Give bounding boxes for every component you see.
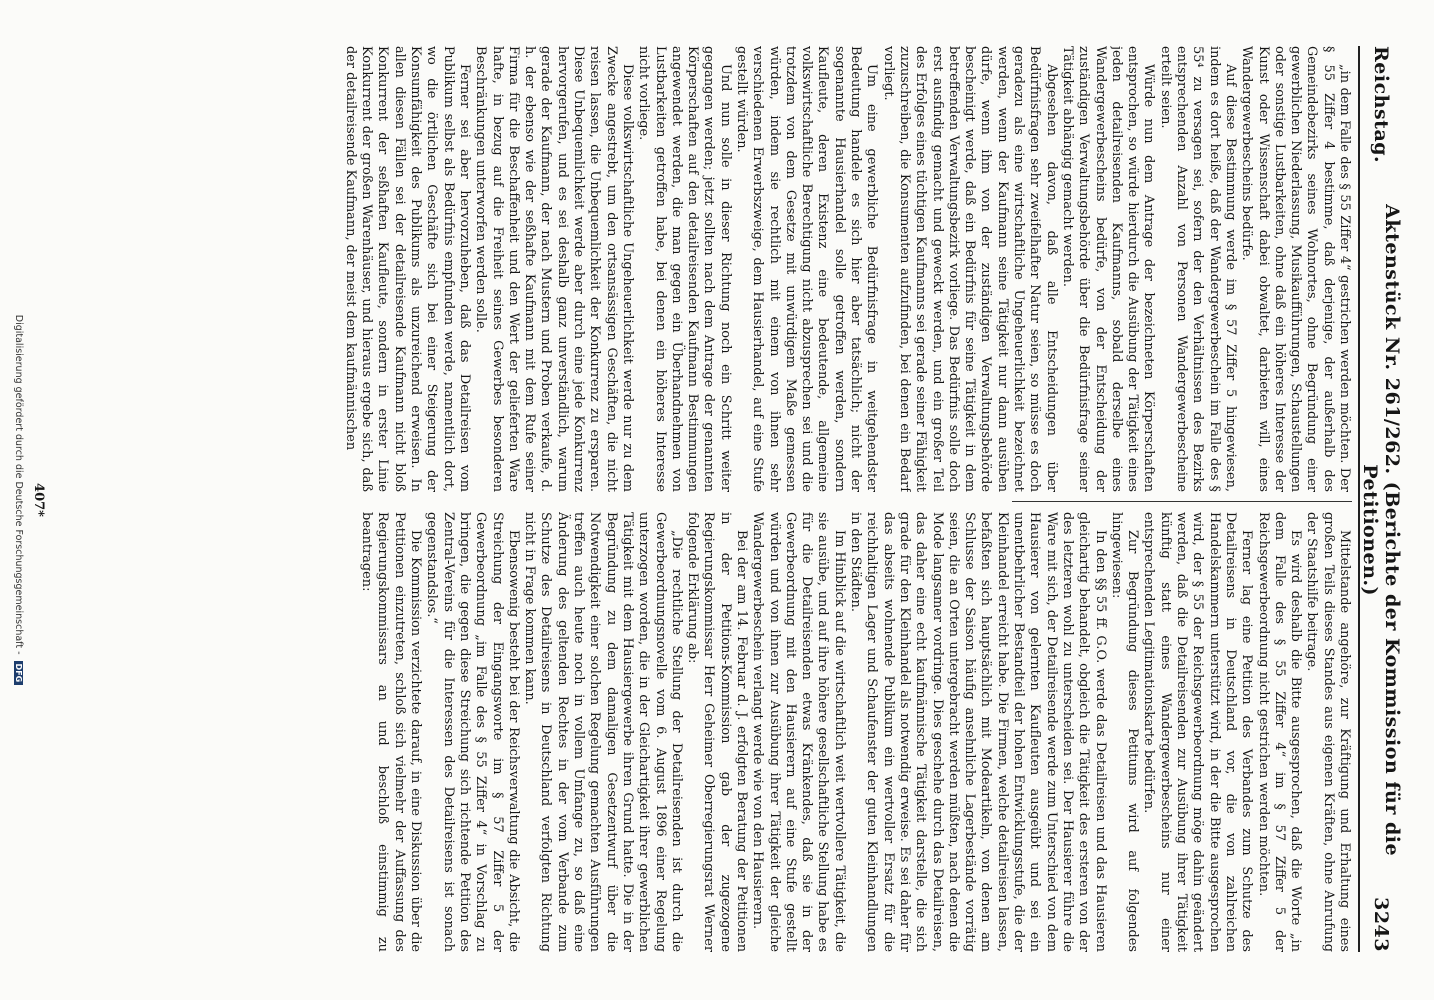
- footer-page-number: 407*: [31, 483, 46, 517]
- paragraph: Abgesehen davon, daß alle Entscheidungen über Bedürfnisfragen sehr zweifelhafter Natur seien, so müsse es doch geradezu als eine wirtschaftliche Ungeheuerlichkeit bezeichnet werden, wenn der Kaufmann seine Tätigkeit nur dann ausüben dürfe, wenn ihm von der zuständigen Verwaltungsbehörde bescheinigt werde, daß ein Bedürfnis für seine Tätigkeit in dem betreffenden Verwaltungsbezirk vorliege. Das Bedürfnis solle doch erst ausfindig gemacht und geweckt werden, und ein großer Teil des Erfolges eines tüchtigen Kaufmanns sei gerade seiner Fähigkeit zuzuschreiben, die Konsumenten aufzufinden, bei denen ein Bedarf vorliegt.: [880, 46, 1059, 492]
- header-reichstag: Reichstag.: [1370, 46, 1392, 164]
- paragraph: Ferner sei aber hervorzuheben, daß das Detailreisen vom Publikum selbst als Bedürfnis empfunden werde, namentlich dort, wo die örtlichen Geschäfte sich bei einer Steigerung der Konsumfähigkeit des Publikums als unzureichend erweisen. In allen diesen Fällen sei der detailreisende Kaufmann nicht bloß Konkurrent der seßhaften Kaufleute, sondern in erster Linie Konkurrent der großen Warenhäuser, und hieraus ergebe sich, daß der detailreisende Kaufmann, der meist dem kaufmännischen: [342, 46, 472, 492]
- paragraph: Die Kommission verzichtete darauf, in eine Diskussion über die Petitionen einzutreten, schloß sich vielmehr der Auffassung des Regierungskommissars an und beschloß einstimmig zu beantragen:: [359, 512, 424, 952]
- header-title: Aktenstück Nr. 261/262. (Berichte der Kommission für die Petitionen.): [1359, 204, 1403, 857]
- paragraph: Es wird deshalb die Bitte ausgesprochen, daß die Worte „in dem Falle des § 55 Ziffer 4“ im § 57 Ziffer 5 der Reichsgewerbeordnung nicht gestrichen werden möchten.: [1255, 512, 1304, 952]
- header-rule: [1358, 46, 1360, 952]
- header-page-number: 3243: [1370, 897, 1392, 952]
- paragraph: Zur Begründung dieses Petitums wird auf folgendes hingewiesen:: [1108, 512, 1141, 952]
- paragraph: „in dem Falle des § 55 Ziffer 4“ gestrichen werden möchten. Der § 55 Ziffer 4 bestimme, daß derjenige, der außerhalb des Gemeindebezirks seines Wohnortes, ohne Begründung einer gewerblichen Niederlassung, Musikaufführungen, Schaustellungen oder sonstige Lustbarkeiten, ohne daß ein höheres Interesse der Kunst oder Wissenschaft dabei obwaltet, darbieten will, eines Wandergewerbescheins bedürfe.: [1239, 46, 1352, 492]
- paragraph: Um eine gewerbliche Bedürfnisfrage in weitgehendster Bedeutung handele es sich hier aber tatsächlich; nicht der sogenannte Hausierhandel solle getroffen werden, sondern Kaufleute, deren Existenz eine bedeutende, allgemeine volkswirtschaftliche Berechtigung nicht abzusprechen sei und die trotzdem von dem Gesetze mit unwürdigem Maße gemessen würden, indem sie rechtlich mit einem von ihnen sehr verschiedenen Erwerbszweige, dem Hausierhandel, auf eine Stufe gestellt würden.: [734, 46, 880, 492]
- paragraph: Würde nun dem Antrage der bezeichneten Körperschaften entsprochen, so würde hierdurch die Ausübung der Tätigkeit eines jeden detailreisenden Kaufmanns, sobald derselbe eines Wandergewerbescheins bedürfe, von der Entscheidung der zuständigen Verwaltungsbehörde über die Bedürfnisfrage seiner Tätigkeit abhängig gemacht werden.: [1059, 46, 1157, 492]
- digitization-credit: [13, 0, 24, 1000]
- paragraph: Bei der am 14. Februar d. J. erfolgten Beratung der Petitionen in der Petitions-Kommission gab der zugezogene Regierungskommissar Herr Geheimer Oberregierungsrat Werner folgende Erklärung ab:: [685, 512, 750, 952]
- paragraph: Ferner lag eine Petition des Verbandes zum Schutze des Detailreisens in Deutschland vor, die von zahlreichen Handelskammern unterstützt wird, in der die Bitte ausgesprochen wird, der § 55 der Reichsgewerbeordnung möge dahin geändert werden, daß die Detailreisenden zur Ausübung ihrer Tätigkeit künftig statt eines Wandergewerbescheins nur einer entsprechenden Legitimationskarte bedürfen.: [1141, 512, 1255, 952]
- page-header: [1359, 46, 1403, 952]
- paragraph: „Die rechtliche Stellung der Detailreisenden ist durch die Gewerbeordnungsnovelle vom 6. August 1896 einer Regelung unterzogen worden, die in der Gleichartigkeit ihrer gewerblichen Tätigkeit mit dem Hausiergewerbe ihren Grund hatte. Die in der Begründung zu dem damaligen Gesetzentwurf über die Notwendigkeit einer solchen Regelung gemachten Ausführungen treffen auch heute noch in vollem Umfange zu, so daß eine Änderung des geltenden Rechtes in der vom Verbande zum Schutze des Detailreisens in Deutschland verfolgten Richtung nicht in Frage kommen kann.: [522, 512, 684, 952]
- paragraph: Diese volkswirtschaftliche Ungeheuerlichkeit werde nur zu dem Zwecke angestrebt, um den ortsansässigen Geschäften, die nicht reisen lassen, die Unbequemlichkeit der Konkurrenz zu ersparen. Diese Unbequemlichkeit werde aber durch eine jede Konkurrenz hervorgerufen, und es sei deshalb ganz unverständlich, warum gerade der Kaufmann, der nach Mustern und Proben verkaufe, d. h. der ebenso wie der seßhafte Kaufmann mit dem Rufe seiner Firma für die Beschaffenheit und den Wert der gelieferten Ware hafte, in bezug auf die Freiheit seines Gewerbes besonderen Beschränkungen unterworfen werden solle.: [473, 46, 635, 492]
- paragraph: In den §§ 55 ff. G.O. werde das Detailreisen und das Hausieren gleichartig behandelt, obgleich die Tätigkeit des ersteren von der des letzteren wohl zu unterscheiden sei. Der Hausierer führe die Ware mit sich, der Detailreisende werde zum Unterschied von dem Hausierer von gelernten Kaufleuten ausgeübt und sei ein unentbehrlicher Bestandteil der hohen Entwicklungsstufe, die der Kleinhandel erreicht habe. Die Firmen, welche detailreisen lassen, befaßten sich hauptsächlich mit Modeartikeln, von denen am Schlusse der Saison häufig ansehnliche Lagerbestände vorrätig seien, die an Orten untergebracht werden müßten, nach denen die Mode langsamer vordringe. Dies geschehe durch das Detailreisen, das daher eine echt kaufmännische Tätigkeit darstelle, die sich grade für den Kleinhandel als notwendig erweise. Es sei daher für das abseits wohnende Publikum ein wertvoller Ersatz für die reichhaltigen Lager und Schaufenster der guten Kleinhandlungen in den Städten.: [848, 512, 1108, 952]
- left-column: [62, 46, 1352, 492]
- paragraph: Und nun solle in dieser Richtung noch ein Schritt weiter gegangen werden; jetzt sollten nach dem Antrage der genannten Körperschaften auf den detailreisenden Kaufmann Bestimmungen angewendet werden, die man gegen ein Überhandnehmen von Lustbarkeiten getroffen habe, bei denen ein höheres Interesse nicht vorliege.: [636, 46, 733, 492]
- paragraph: Ebensowenig besteht bei der Reichsverwaltung die Absicht, die Streichung der Eingangsworte im § 57 Ziffer 5 der Gewerbeordnung „im Falle des § 55 Ziffer 4“ in Vorschlag zu bringen, die gegen diese Streichung sich richtende Petition des Zentral-Vereins für die Interessen des Detailreisens ist sonach gegenstandslos.“: [424, 512, 521, 952]
- paragraph: Auf diese Bestimmung werde im § 57 Ziffer 5 hingewiesen, indem es dort heiße, daß der Wandergewerbeschein im Falle des § 55⁴ zu versagen sei, sofern der den Verhältnissen des Bezirks entsprechenden Anzahl von Personen Wandergewerbescheine erteilt seien.: [1157, 46, 1238, 492]
- dfg-logo: DFG: [14, 661, 23, 686]
- credit-text: Digitalisierung gefördert durch die Deutsche Forschungsgemeinschaft -: [13, 314, 24, 655]
- paragraph: Mittelstande angehöre, zur Kräftigung und Erhaltung eines großen Teils dieses Standes aus eigenen Kräften, ohne Anrufung der Staatshilfe beitrage.: [1304, 512, 1352, 952]
- right-column: [62, 512, 1352, 952]
- paragraph: Im Hinblick auf die wirtschaftlich weit wertvollere Tätigkeit, die sie ausübe, und auf ihre höhere gesellschaftliche Stellung habe es für die Detailreisenden etwas Kränkendes, daß sie in der Gewerbeordnung mit den Hausierern auf eine Stufe gestellt würden und von ihnen zur Ausübung ihrer Tätigkeit der gleiche Wandergewerbeschein verlangt werde wie von den Hausierern.: [750, 512, 847, 952]
- column-divider: [1012, 501, 1352, 502]
